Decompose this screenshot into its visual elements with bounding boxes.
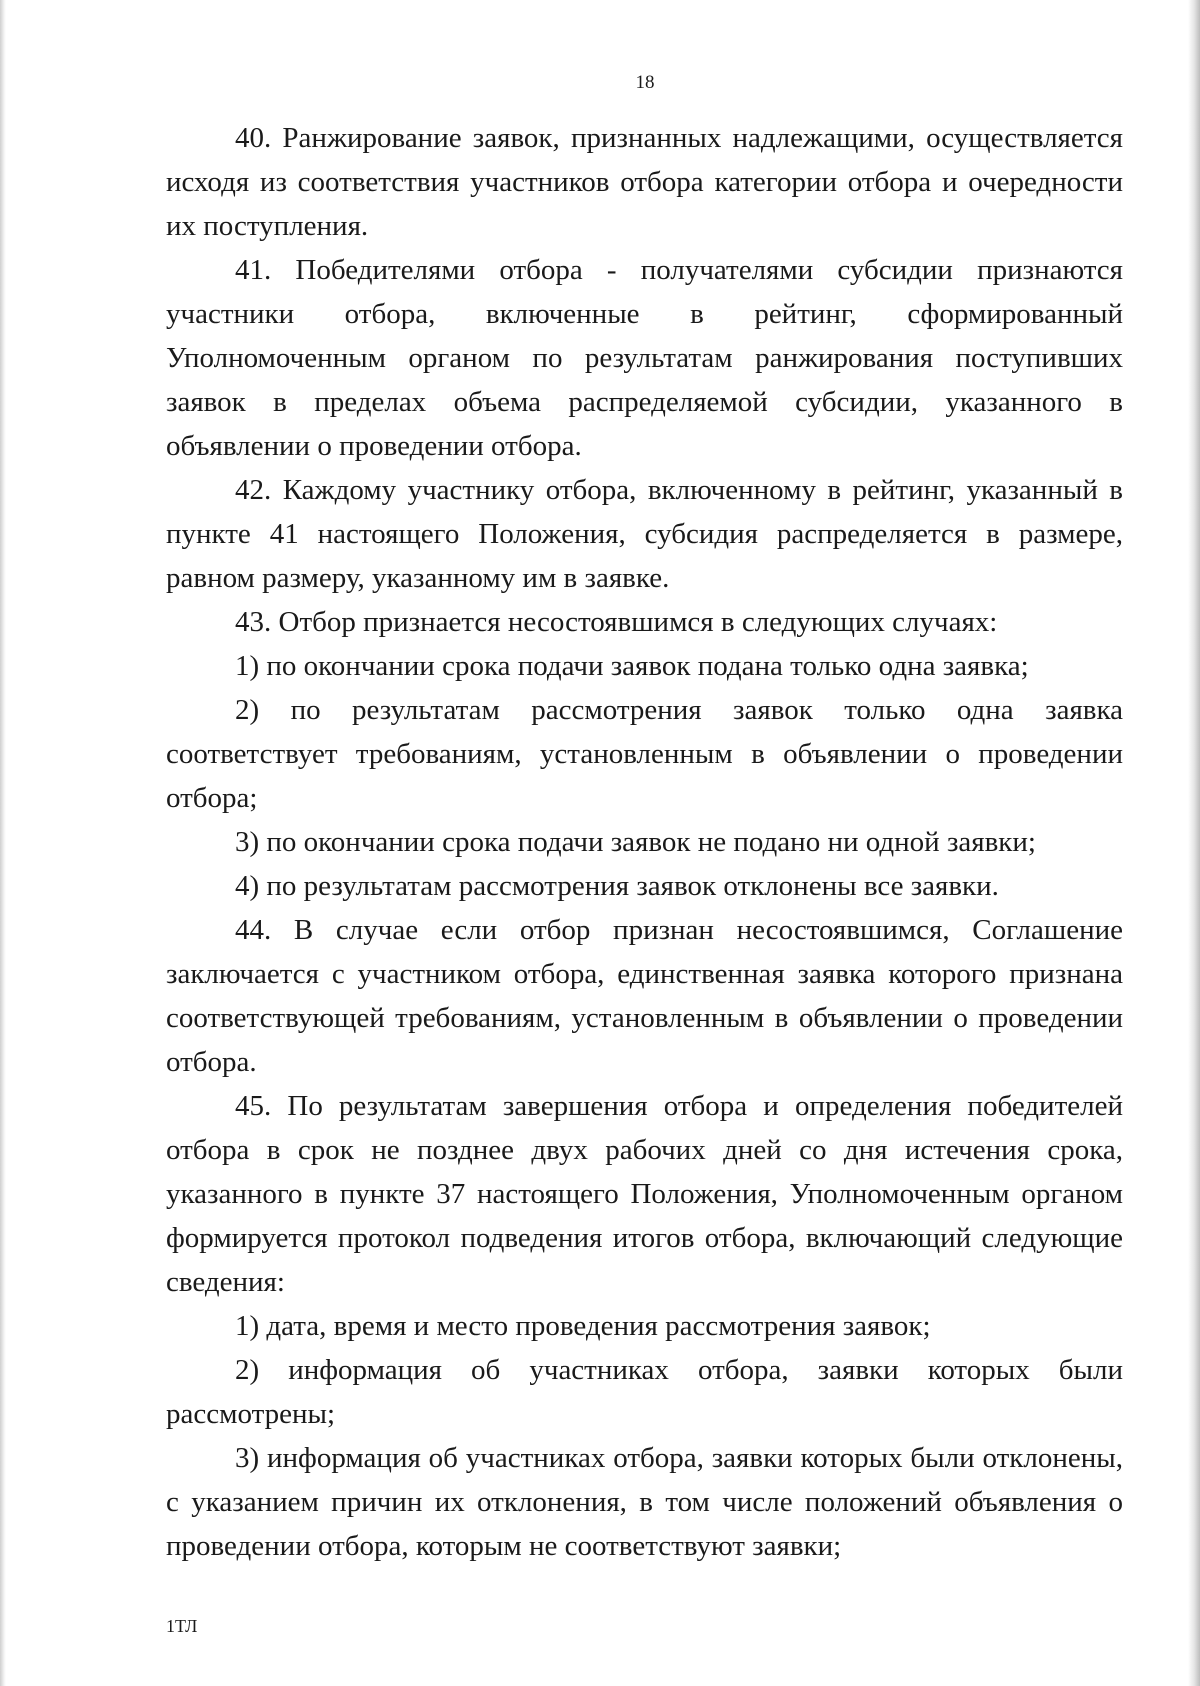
paragraph-44: 44. В случае если отбор признан несостоявшимся, Соглашение заключается с участником отбора, единственная заявка которого признана соответствующей требованиям, установленным в объявлении о проведении отбора. xyxy=(166,914,1123,1078)
paragraph-45-item-1: 1) дата, время и место проведения рассмотрения заявок; xyxy=(235,1310,931,1342)
paragraph-43-item-3: 3) по окончании срока подачи заявок не подано ни одной заявки; xyxy=(235,826,1036,858)
scan-edge-left xyxy=(0,0,6,1686)
paragraph-43-item-1: 1) по окончании срока подачи заявок подана только одна заявка; xyxy=(235,650,1029,682)
paragraph-42: 42. Каждому участнику отбора, включенному в рейтинг, указанный в пункте 41 настоящего Положения, субсидия распределяется в размере, равном размеру, указанному им в заявке. xyxy=(166,474,1123,594)
paragraph-40: 40. Ранжирование заявок, признанных надлежащими, осуществляется исходя из соответствия участников отбора категории отбора и очередности их поступления. xyxy=(166,122,1123,242)
document-body xyxy=(166,116,1123,1568)
paragraph-45-item-3: 3) информация об участниках отбора, заявки которых были отклонены, с указанием причин их отклонения, в том числе положений объявления о проведении отбора, которым не соответствуют заявки; xyxy=(166,1442,1123,1562)
paragraph-41: 41. Победителями отбора - получателями субсидии признаются участники отбора, включенные в рейтинг, сформированный Уполномоченным органом по результатам ранжирования поступивших заявок в пределах объема распределяемой субсидии, указанного в объявлении о проведении отбора. xyxy=(166,254,1123,462)
paragraph-45-item-2: 2) информация об участниках отбора, заявки которых были рассмотрены; xyxy=(166,1354,1123,1430)
paragraph-43-item-4: 4) по результатам рассмотрения заявок отклонены все заявки. xyxy=(235,870,999,902)
scan-edge-right xyxy=(1188,0,1200,1686)
paragraph-43-item-2: 2) по результатам рассмотрения заявок только одна заявка соответствует требованиям, установленным в объявлении о проведении отбора; xyxy=(166,694,1123,814)
paragraph-43: 43. Отбор признается несостоявшимся в следующих случаях: xyxy=(235,606,998,638)
page-number: 18 xyxy=(635,72,655,93)
paragraph-45: 45. По результатам завершения отбора и определения победителей отбора в срок не позднее двух рабочих дней со дня истечения срока, указанного в пункте 37 настоящего Положения, Уполномоченным органом формируется протокол подведения итогов отбора, включающий следующие сведения: xyxy=(166,1090,1123,1298)
footer-code: 1ТЛ xyxy=(166,1616,198,1636)
